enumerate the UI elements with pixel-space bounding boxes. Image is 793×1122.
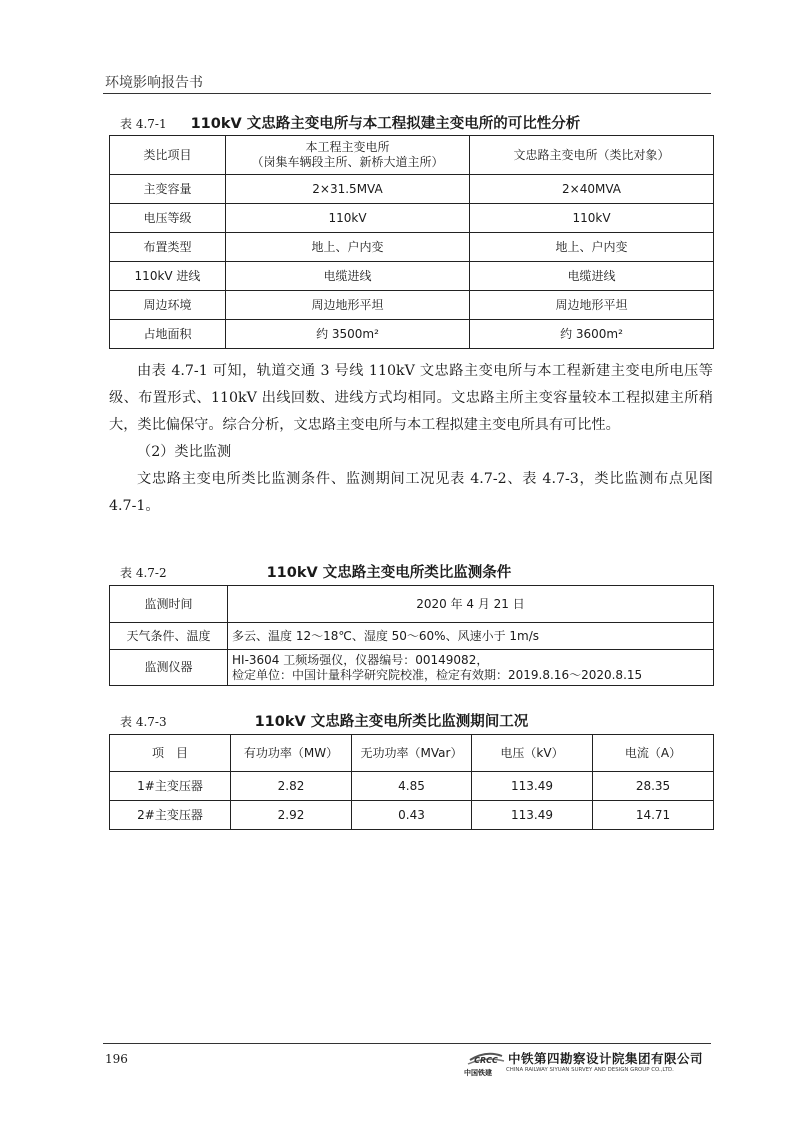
table2-value-line2: 检定单位：中国计量科学研究院校准，检定有效期：2019.8.16～2020.8.15	[232, 667, 643, 682]
section-heading-analog-monitoring: （2）类比监测	[137, 444, 232, 460]
table1-header-item: 类比项目	[110, 136, 226, 175]
document-header-title: 环境影响报告书	[105, 75, 203, 91]
table1-header-project-line2: （岗集车辆段主所、新桥大道主所）	[251, 155, 444, 169]
table1-cell-analog: 2×40MVA	[470, 175, 714, 204]
table3-cell-voltage: 113.49	[472, 772, 593, 801]
table-row	[110, 233, 714, 262]
table1-cell-analog: 110kV	[470, 204, 714, 233]
table1-cell-analog: 电缆进线	[470, 262, 714, 291]
table2-caption-title: 110kV 文忠路主变电所类比监测条件	[266, 565, 512, 581]
table2-value-line1: HI-3604 工频场强仪，仪器编号：00149082，	[232, 652, 489, 667]
table3-cell-voltage: 113.49	[472, 801, 593, 830]
footer-rule	[103, 1043, 711, 1044]
table3-cell-item: 1#主变压器	[110, 772, 231, 801]
table2-label: 监测仪器	[110, 650, 228, 686]
table1-cell-project: 2×31.5MVA	[226, 175, 470, 204]
table-row	[110, 650, 714, 686]
table3-header-active-power: 有功功率（MW）	[231, 735, 352, 772]
table1-caption	[120, 112, 720, 133]
table3-cell-current: 14.71	[593, 801, 714, 830]
table1-cell-item: 电压等级	[110, 204, 226, 233]
table1-cell-item: 110kV 进线	[110, 262, 226, 291]
table1-cell-item: 布置类型	[110, 233, 226, 262]
table-row	[110, 175, 714, 204]
header-rule	[103, 93, 711, 94]
table1-caption-number: 表 4.7-1	[120, 117, 167, 131]
company-name-en: CHINA RAILWAY SIYUAN SURVEY AND DESIGN GROUP CO.,LTD.	[506, 1067, 674, 1073]
table-row	[110, 772, 714, 801]
table3-header-item: 项 目	[110, 735, 231, 772]
table-row	[110, 586, 714, 623]
table1-header-project	[226, 136, 470, 175]
table1-cell-project: 周边地形平坦	[226, 291, 470, 320]
table2-caption	[120, 561, 720, 582]
crcc-logo-text: CRCC	[474, 1056, 498, 1065]
table-row	[110, 623, 714, 650]
table-row	[110, 320, 714, 349]
table3-caption-title: 110kV 文忠路主变电所类比监测期间工况	[254, 714, 529, 730]
company-name-cn: 中铁第四勘察设计院集团有限公司	[508, 1051, 704, 1066]
comparability-table	[109, 135, 714, 349]
table1-cell-project: 约 3500m²	[226, 320, 470, 349]
table1-cell-project: 地上、户内变	[226, 233, 470, 262]
table1-cell-analog: 约 3600m²	[470, 320, 714, 349]
table1-cell-item: 周边环境	[110, 291, 226, 320]
body-text	[109, 358, 713, 520]
table3-cell-current: 28.35	[593, 772, 714, 801]
table-row	[110, 204, 714, 233]
table2-caption-number: 表 4.7-2	[120, 566, 167, 580]
table3-cell-reactive-power: 0.43	[352, 801, 472, 830]
page-number: 196	[105, 1052, 128, 1066]
table3-cell-reactive-power: 4.85	[352, 772, 472, 801]
table3-header-voltage: 电压（kV）	[472, 735, 593, 772]
table3-header-reactive-power: 无功功率（MVar）	[352, 735, 472, 772]
table3-header-row	[110, 735, 714, 772]
table3-caption-number: 表 4.7-3	[120, 715, 167, 729]
table1-cell-item: 主变容量	[110, 175, 226, 204]
operating-conditions-table	[109, 734, 714, 830]
table-row	[110, 291, 714, 320]
table1-cell-project: 110kV	[226, 204, 470, 233]
table2-value: 多云、温度 12～18℃、湿度 50～60%、风速小于 1m/s	[228, 623, 714, 650]
table-row	[110, 262, 714, 291]
paragraph-monitoring-intro: 文忠路主变电所类比监测条件、监测期间工况见表 4.7-2、表 4.7-3，类比监测布点见图 4.7-1。	[109, 471, 713, 514]
table3-caption	[120, 710, 720, 731]
table-row	[110, 801, 714, 830]
table1-cell-project: 电缆进线	[226, 262, 470, 291]
paragraph-comparability-conclusion: 由表 4.7-1 可知，轨道交通 3 号线 110kV 文忠路主变电所与本工程新建主变电所电压等级、布置形式、110kV 出线回数、进线方式均相同。文忠路主所主变容量较本工程拟建主所稍大，类比偏保守。综合分析，文忠路主变电所与本工程拟建主变电所具有可比性。	[109, 363, 713, 433]
table3-cell-item: 2#主变压器	[110, 801, 231, 830]
brand-subtitle: 中国铁建	[464, 1069, 492, 1077]
table2-label: 监测时间	[110, 586, 228, 623]
table1-header-project-line1: 本工程主变电所	[305, 140, 390, 154]
table1-caption-title: 110kV 文忠路主变电所与本工程拟建主变电所的可比性分析	[190, 116, 581, 132]
table3-cell-active-power: 2.82	[231, 772, 352, 801]
company-logo	[466, 1047, 716, 1083]
table1-header-analog: 文忠路主变电所（类比对象）	[470, 136, 714, 175]
table1-cell-item: 占地面积	[110, 320, 226, 349]
table3-header-current: 电流（A）	[593, 735, 714, 772]
table3-cell-active-power: 2.92	[231, 801, 352, 830]
table1-cell-analog: 地上、户内变	[470, 233, 714, 262]
table1-cell-analog: 周边地形平坦	[470, 291, 714, 320]
monitoring-conditions-table	[109, 585, 714, 686]
table1-header-row	[110, 136, 714, 175]
table2-value: 2020 年 4 月 21 日	[228, 586, 714, 623]
table2-value	[228, 650, 714, 686]
table2-label: 天气条件、温度	[110, 623, 228, 650]
